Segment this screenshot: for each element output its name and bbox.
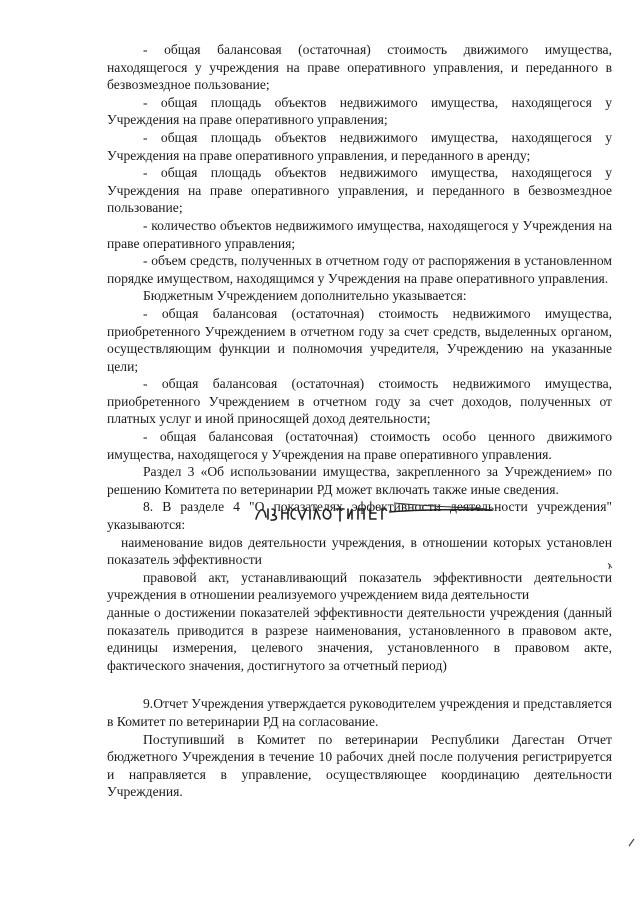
paragraph-performance-data: данные о достижении показателей эффективности деятельности учреждения (данный показатель приводится в разрезе наименования, установленного в правовом акте, единицы измерения, целевого значения, установленного в правовом акте, фактического значения, достигнутого за отчетный период) xyxy=(107,605,612,673)
handwritten-note-strike xyxy=(254,497,494,531)
paragraph-real-estate-founder-funds: - общая балансовая (остаточная) стоимость недвижимого имущества, приобретенного Учреждением в отчетном году за счет средств, выделенных органом, осуществляющим функции и полномочия учредителя, Учреждению на указанные цели; xyxy=(107,305,612,374)
paragraph-report-registration: Поступивший в Комитет по ветеринарии Республики Дагестан Отчет бюджетного Учреждения в течение 10 рабочих дней после получения регистрируется и направляется в управление, осуществляющее координацию деятельности Учреждения. xyxy=(107,731,612,800)
paragraph-budget-institution-intro: Бюджетным Учреждением дополнительно указывается: xyxy=(143,288,467,304)
paragraph-real-estate-paid-services: - общая балансовая (остаточная) стоимость недвижимого имущества, приобретенного Учреждением в отчетном году за счет доходов, полученных от платных услуг и иной приносящей доход деятельности; xyxy=(107,376,612,427)
paragraph-disposal-funds: - объем средств, полученных в отчетном году от распоряжения в установленном порядке имуществом, находящимся у Учреждения на праве оперативного управления. xyxy=(107,253,612,286)
document-body xyxy=(107,41,612,801)
paragraph-section-4-heading: 8. В разделе 4 "О показателях эффективности деятельности учреждения" указываются: xyxy=(107,499,612,533)
paragraph-legal-act: правовой акт, устанавливающий показатель эффективности деятельности учреждения в отношении реализуемого учреждением вида деятельности xyxy=(107,569,612,603)
paragraph-activity-names: наименование видов деятельности учреждения, в отношении которых установлен показатель эффективности xyxy=(107,534,612,568)
paragraph-movable-property-free-use: - общая балансовая (остаточная) стоимость движимого имущества, находящегося у учреждения на праве оперативного управления, и переданного в безвозмездное пользование; xyxy=(107,42,612,93)
paragraph-real-estate-area: - общая площадь объектов недвижимого имущества, находящегося у Учреждения на праве оперативного управления; xyxy=(107,94,612,128)
paragraph-real-estate-count: - количество объектов недвижимого имущества, находящегося у Учреждения на праве оперативного управления; xyxy=(107,217,612,251)
paragraph-real-estate-area-free-use: - общая площадь объектов недвижимого имущества, находящегося у Учреждения на праве оперативного управления, и переданного в безвозмездное пользование; xyxy=(107,165,612,216)
paragraph-report-approval: 9.Отчет Учреждения утверждается руководителем учреждения и представляется в Комитет по ветеринарии РД на согласование. xyxy=(107,696,612,729)
scan-mark xyxy=(628,838,635,847)
paragraph-gap xyxy=(107,674,612,695)
paragraph-valuable-movable-property: - общая балансовая (остаточная) стоимость особо ценного движимого имущества, находящегося у Учреждения на праве оперативного управления. xyxy=(107,429,612,462)
paragraph-real-estate-area-rent: - общая площадь объектов недвижимого имущества, находящегося у Учреждения на праве оперативного управления, и переданного в аренду; xyxy=(107,129,612,163)
paragraph-section-3: Раздел 3 «Об использовании имущества, закрепленного за Учреждением» по решению Комитета по ветеринарии РД может включать также иные сведения. xyxy=(107,464,612,497)
scan-mark xyxy=(607,562,613,570)
